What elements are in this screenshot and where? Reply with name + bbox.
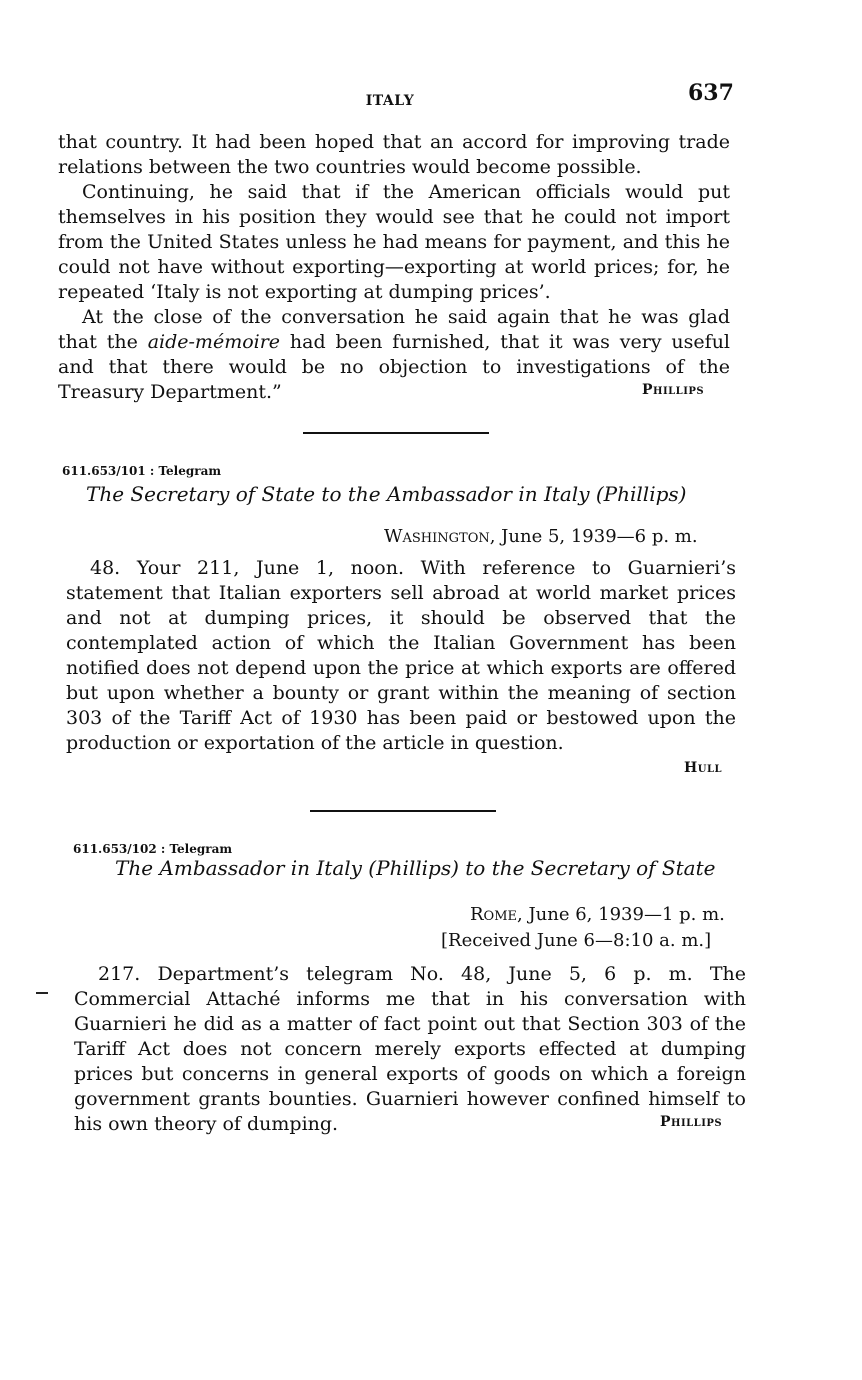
page-number: 637 xyxy=(688,80,734,106)
date: , June 5, 1939—6 p. m. xyxy=(489,526,698,547)
margin-mark xyxy=(36,992,48,994)
place-date-line xyxy=(384,526,698,547)
document-title: The Ambassador in Italy (Phillips) to the Secretary of State xyxy=(115,856,716,880)
telegram-body xyxy=(66,556,736,756)
paragraph: At the close of the conversation he said again that he was glad that the aide-mémoire had been furnished, that it was very useful and that there would be no objection to investigations of the Treasury Department.” xyxy=(58,306,731,403)
paragraph: 217. Department’s telegram No. 48, June 5, 6 p. m. The Commercial Attaché informs me that in his conversation with Guarnieri he did as a matter of fact point out that Section 303 of the Tariff Act does not concern merely exports effected at dumping prices but concerns in general exports of goods on which a foreign government grants bounties. Guarnieri however confined himself to his own theory of dumping. xyxy=(74,963,746,1135)
date: , June 6, 1939—1 p. m. xyxy=(517,904,725,925)
continuation-text xyxy=(58,130,730,405)
signature-hull: Hull xyxy=(684,760,723,776)
telegram-body xyxy=(74,962,746,1137)
document-title: The Secretary of State to the Ambassador in Italy (Phillips) xyxy=(86,482,687,506)
section-divider xyxy=(310,810,496,812)
file-reference: 611.653/101 : Telegram xyxy=(62,464,222,478)
file-reference: 611.653/102 : Telegram xyxy=(73,842,233,856)
section-divider xyxy=(303,432,489,434)
paragraph: Continuing, he said that if the American officials would put themselves in his position they would see that he could not import from the United States unless he had means for payment, and this he could not have without exporting—exporting at world prices; for, he repeated ‘Italy is not exporting at dumping prices’. xyxy=(58,181,730,303)
emphasis-term: aide-mémoire xyxy=(147,331,281,353)
place: Washington xyxy=(384,526,490,547)
paragraph: 48. Your 211, June 1, noon. With reference to Guarnieri’s statement that Italian exporters sell abroad at world market prices and not at dumping prices, it should be observed that the contemplated action of which the Italian Government has been notified does not depend upon the price at which exports are offered but upon whether a bounty or grant within the meaning of section 303 of the Tariff Act of 1930 has been paid or bestowed upon the production or exportation of the article in question. xyxy=(66,557,736,754)
paragraph: that country. It had been hoped that an accord for improving trade relations between the two countries would become possible. xyxy=(58,131,730,178)
signature-phillips: Phillips xyxy=(642,382,705,398)
place-date-line xyxy=(470,904,725,925)
signature-phillips: Phillips xyxy=(660,1114,723,1130)
place: Rome xyxy=(470,904,518,925)
running-title: ITALY xyxy=(365,93,415,109)
received-line: [Received June 6—8:10 a. m.] xyxy=(441,930,712,951)
